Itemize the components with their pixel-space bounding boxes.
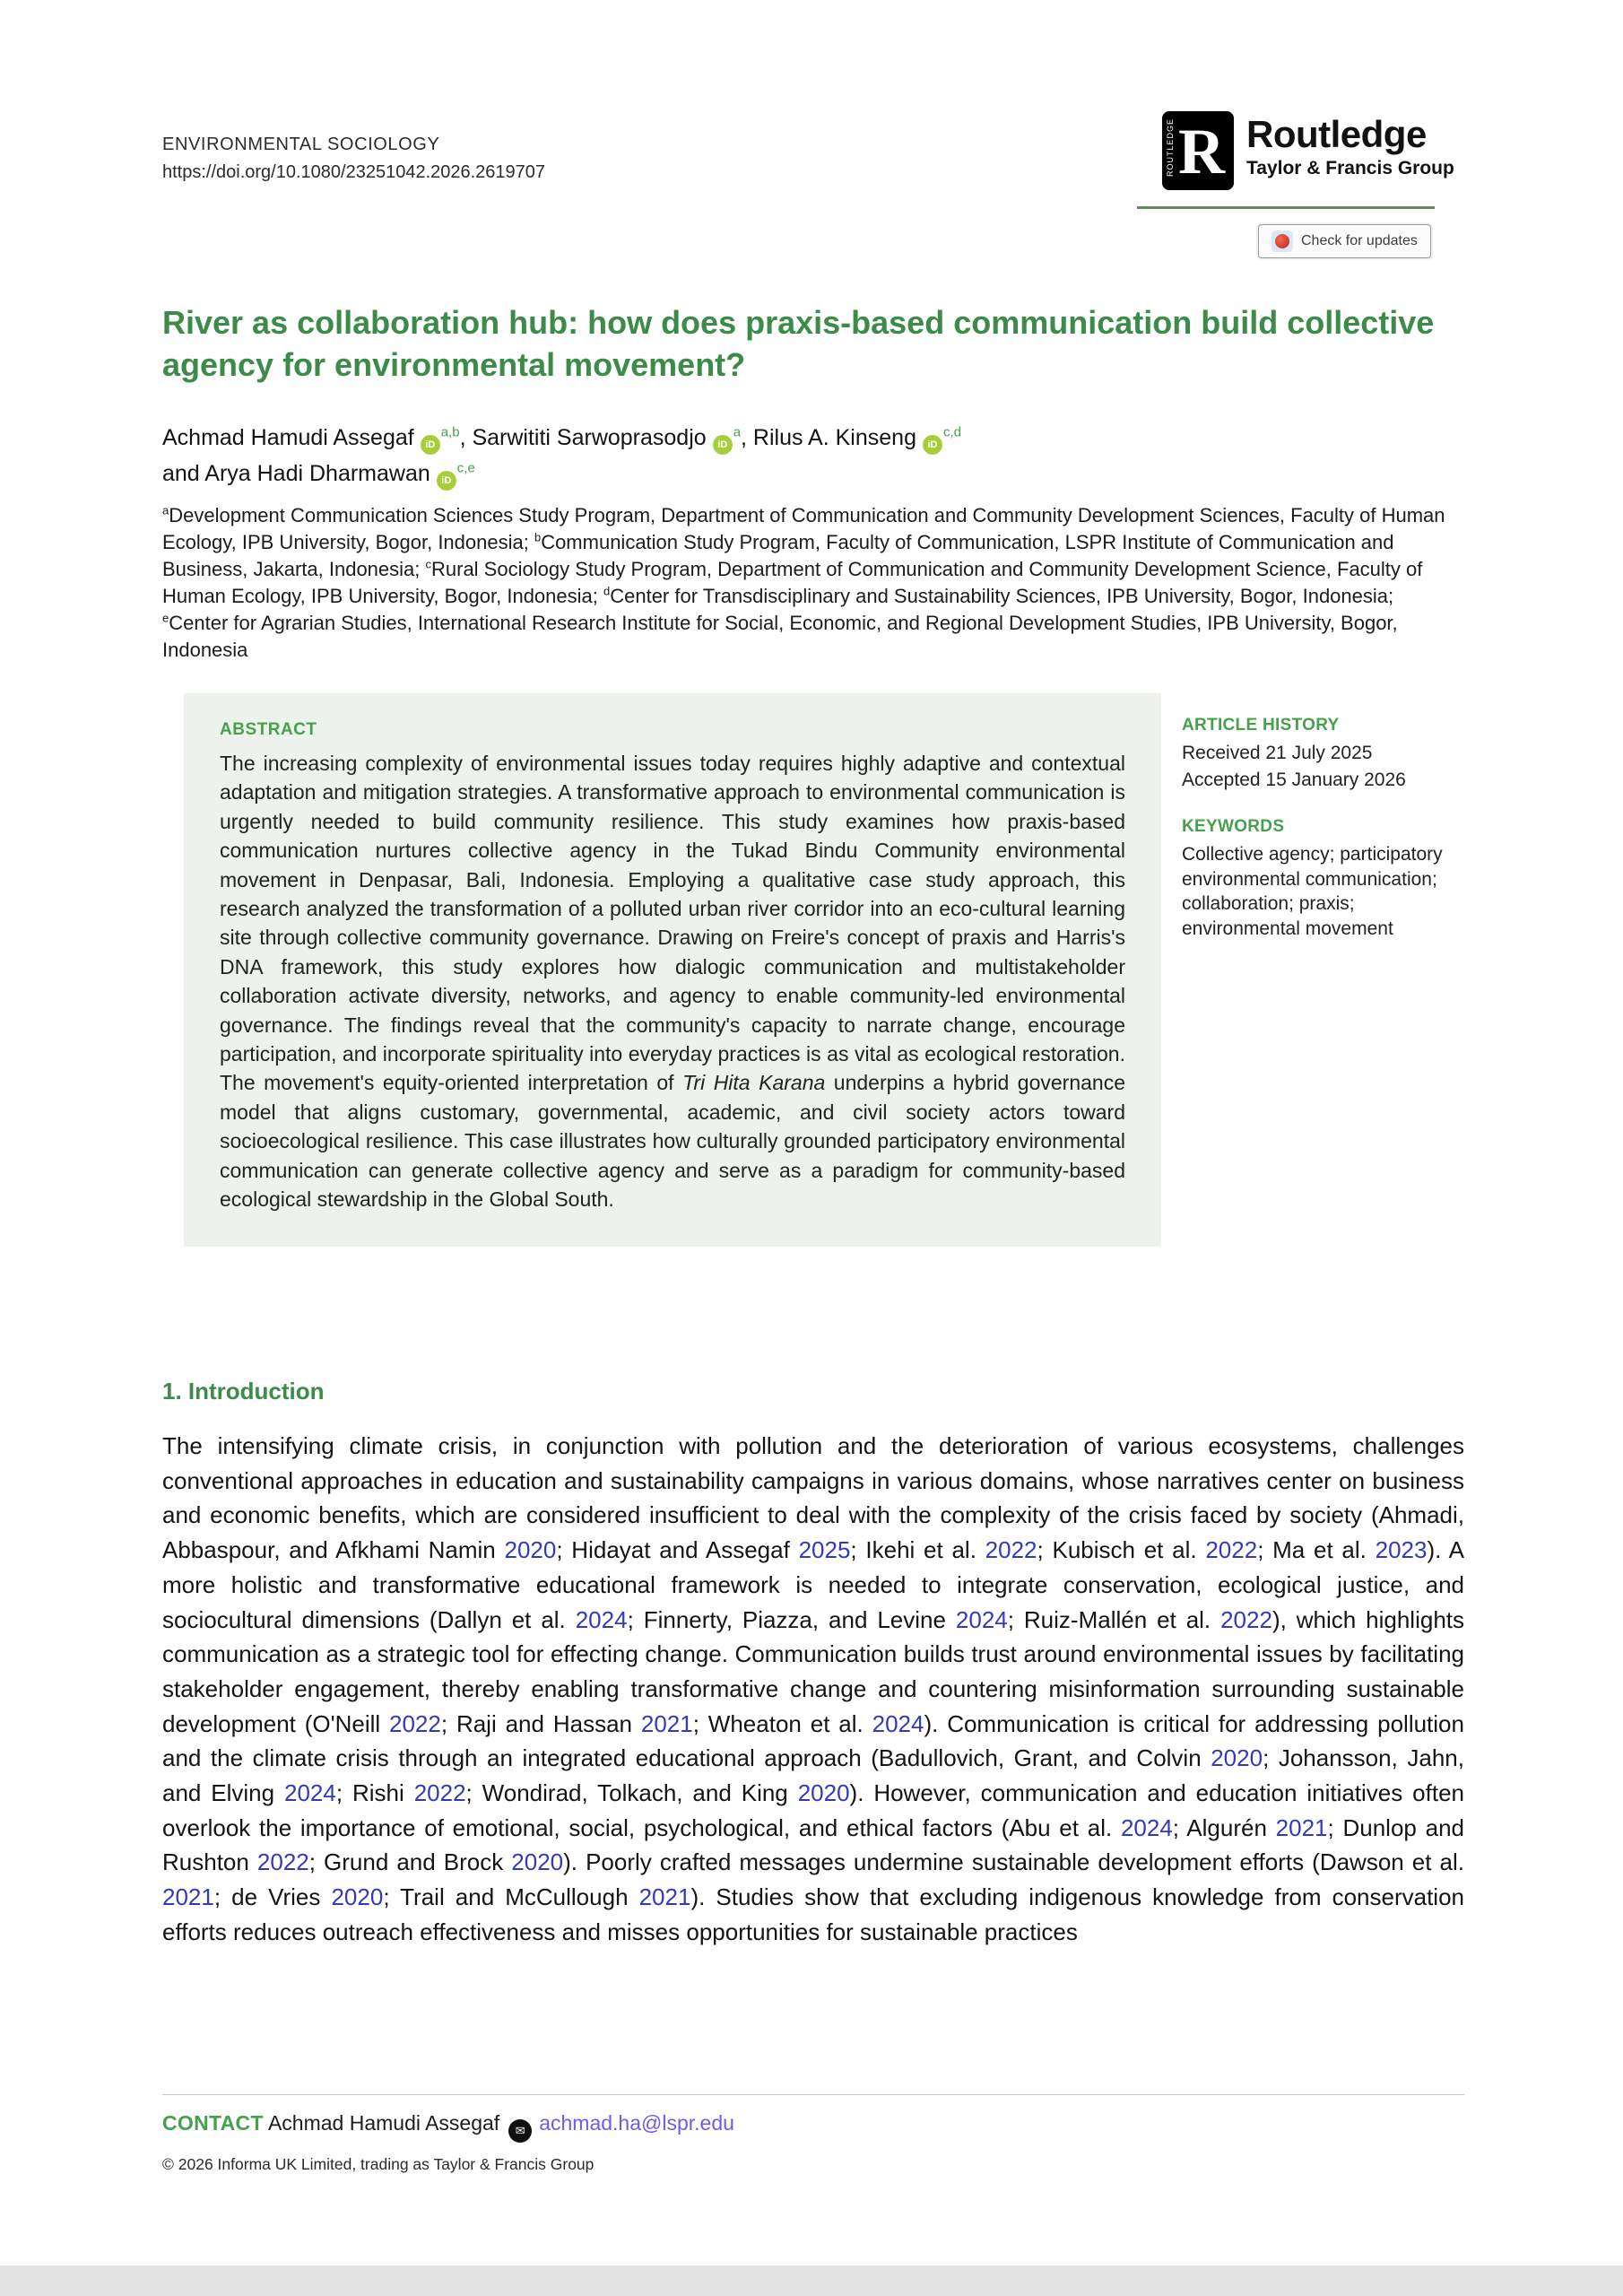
journal-name: ENVIRONMENTAL SOCIOLOGY: [162, 135, 440, 154]
check-updates-label: Check for updates: [1301, 233, 1418, 248]
article-title: River as collaboration hub: how does praxis-based communication build collective agency for environmental movement?: [162, 304, 1435, 383]
citation-year-link[interactable]: 2022: [1205, 1536, 1258, 1564]
citation-year-link[interactable]: 2021: [1275, 1813, 1328, 1841]
citation-year-link[interactable]: 2024: [955, 1605, 1008, 1633]
citation-year-link[interactable]: 2022: [985, 1536, 1037, 1564]
routledge-vertical-text: ROUTLEDGE: [1166, 118, 1175, 178]
publisher-wordmark: [1246, 111, 1454, 179]
citation-year-link[interactable]: 2022: [413, 1779, 466, 1807]
abstract-label: ABSTRACT: [220, 720, 317, 739]
orcid-icon[interactable]: iD: [713, 435, 733, 455]
doi-link[interactable]: https://doi.org/10.1080/23251042.2026.2619707: [162, 162, 546, 182]
publisher-group: Taylor & Francis Group: [1246, 158, 1454, 178]
publisher-logo: [1162, 111, 1454, 190]
orcid-icon[interactable]: iD: [421, 435, 440, 455]
author-list: Achmad Hamudi Assegaf iD$^{a,b}$, Sarwititi Sarwoprasodjo $iD^a$, Rilus A. Kinseng iD$^{c,d}$ and Arya Hadi Dharmawan iD$^{c,e}$: [162, 420, 1464, 491]
citation-year-link[interactable]: 2021: [638, 1883, 691, 1911]
abstract-box: [184, 693, 1161, 1247]
contact-label: CONTACT: [162, 2111, 264, 2135]
article-history: [1182, 716, 1451, 792]
citation-year-link[interactable]: 2024: [872, 1709, 924, 1737]
contact-line: [162, 2111, 1464, 2143]
received-date: Received 21 July 2025: [1182, 743, 1373, 763]
citation-year-link[interactable]: 2021: [162, 1883, 214, 1911]
citation-year-link[interactable]: 2022: [389, 1709, 441, 1737]
header-divider: [1137, 206, 1435, 209]
citation-year-link[interactable]: 2024: [1120, 1813, 1173, 1841]
citation-year-link[interactable]: 2023: [1375, 1536, 1428, 1564]
crossmark-icon: [1271, 230, 1293, 252]
routledge-logo-icon: [1162, 111, 1234, 190]
citation-year-link[interactable]: 2021: [640, 1709, 693, 1737]
citation-year-link[interactable]: 2025: [798, 1536, 851, 1564]
orcid-icon[interactable]: iD: [437, 471, 456, 491]
citation-year-link[interactable]: 2022: [256, 1848, 309, 1876]
keywords-label: KEYWORDS: [1182, 817, 1285, 836]
citation-year-link[interactable]: 2020: [511, 1848, 564, 1876]
contact-email-link[interactable]: achmad.ha@lspr.edu: [539, 2111, 734, 2135]
citation-year-link[interactable]: 2024: [575, 1605, 628, 1633]
keywords-list: Collective agency; participatory environmental communication; collaboration; praxis; environmental movement: [1182, 844, 1443, 939]
first-page-footnote: [162, 2094, 1464, 2174]
introduction-paragraph: The intensifying climate crisis, in conjunction with pollution and the deterioration of various ecosystems, challenges conventional approaches in education and sustainability campaigns in various domains, whose narratives center on business and economic benefits, which are considered insufficient to deal with the complexity of the crisis faced by society (Ahmadi, Abbaspour, and Afkhami Namin 2020; Hidayat and Assegaf 2025; Ikehi et al. 2022; Kubisch et al. 2022; Ma et al. 2023). A more holistic and transformative educational framework is needed to integrate conservation, ecological justice, and sociocultural dimensions (Dallyn et al. 2024; Finnerty, Piazza, and Levine 2024; Ruiz-Mallén et al. 2022), which highlights communication as a strategic tool for effecting change. Communication builds trust around environmental issues by facilitating stakeholder engagement, thereby enabling transformative change and countering misinformation surrounding sustainable development (O'Neill 2022; Raji and Hassan 2021; Wheaton et al. 2024). Communication is critical for addressing pollution and the climate crisis through an integrated educational approach (Badullovich, Grant, and Colvin 2020; Johansson, Jahn, and Elving 2024; Rishi 2022; Wondirad, Tolkach, and King 2020). However, communication and education initiatives often overlook the importance of emotional, social, psychological, and ethical factors (Abu et al. 2024; Algurén 2021; Dunlop and Rushton 2022; Grund and Brock 2020). Poorly crafted messages undermine sustainable development efforts (Dawson et al. 2021; de Vries 2020; Trail and McCullough 2021). Studies show that excluding indigenous knowledge from conservation efforts reduces outreach effectiveness and misses opportunities for sustainable practices: [162, 1432, 1464, 1945]
routledge-r-glyph: R: [1178, 116, 1225, 187]
affiliations: $^a$Development Communication Sciences Study Program, Department of Communication and Community Development Sciences, Faculty of Human Ecology, IPB University, Bogor, Indonesia; $^b$Communication Study Program, Faculty of Communication, LSPR Institute of Communication and Business, Jakarta, Indonesia; $^c$Rural Sociology Study Program, Department of Communication and Community Development Science, Faculty of Human Ecology, IPB University, Bogor, Indonesia; $^d$Center for Transdisciplinary and Sustainability Sciences, IPB University, Bogor, Indonesia; $^e$Center for Agrarian Studies, International Research Institute for Social, Economic, and Regional Development Studies, IPB University, Bogor, Indonesia: [162, 503, 1445, 661]
page-bottom-strip: [0, 2266, 1623, 2296]
check-for-updates-button[interactable]: [1258, 224, 1431, 258]
citation-year-link[interactable]: 2020: [504, 1536, 557, 1564]
section-heading-introduction: 1. Introduction: [162, 1378, 325, 1405]
email-icon: ✉: [508, 2119, 532, 2143]
citation-year-link[interactable]: 2020: [797, 1779, 850, 1807]
article-history-label: ARTICLE HISTORY: [1182, 716, 1340, 735]
article-info-sidebar: [1182, 716, 1451, 941]
citation-year-link[interactable]: 2020: [331, 1883, 384, 1911]
orcid-icon[interactable]: iD: [923, 435, 942, 455]
journal-header: [162, 135, 545, 183]
abstract-text: The increasing complexity of environmental issues today requires highly adaptive and contextual adaptation and mitigation strategies. A transformative approach to environmental communication is urgently needed to build community resilience. This study examines how praxis-based communication nurtures collective agency in the Tukad Bindu Community environmental movement in Denpasar, Bali, Indonesia. Employing a qualitative case study approach, this research analyzed the transformation of a polluted urban river corridor into an eco-cultural learning site through collective community governance. Drawing on Freire's concept of praxis and Harris's DNA framework, this study explores how dialogic communication and multistakeholder collaboration activate diversity, networks, and agency to enable community-led environmental governance. The findings reveal that the community's capacity to narrate change, encourage participation, and incorporate spirituality into everyday practices is as vital as ecological restoration. The movement's equity-oriented interpretation of Tri Hita Karana underpins a hybrid governance model that aligns customary, governmental, academic, and civil society actors toward socioecological resilience. This case illustrates how culturally grounded participatory environmental communication can generate collective agency and serve as a paradigm for community-based ecological stewardship in the Global South.: [220, 752, 1125, 1212]
keywords-block: [1182, 817, 1451, 941]
citation-year-link[interactable]: 2022: [1220, 1605, 1272, 1633]
citation-year-link[interactable]: 2020: [1211, 1744, 1263, 1772]
citation-year-link[interactable]: 2024: [284, 1779, 336, 1807]
accepted-date: Accepted 15 January 2026: [1182, 769, 1406, 790]
contact-name: Achmad Hamudi Assegaf: [263, 2111, 500, 2135]
copyright-notice: © 2026 Informa UK Limited, trading as Taylor & Francis Group: [162, 2155, 595, 2173]
publisher-name: Routledge: [1246, 113, 1427, 155]
